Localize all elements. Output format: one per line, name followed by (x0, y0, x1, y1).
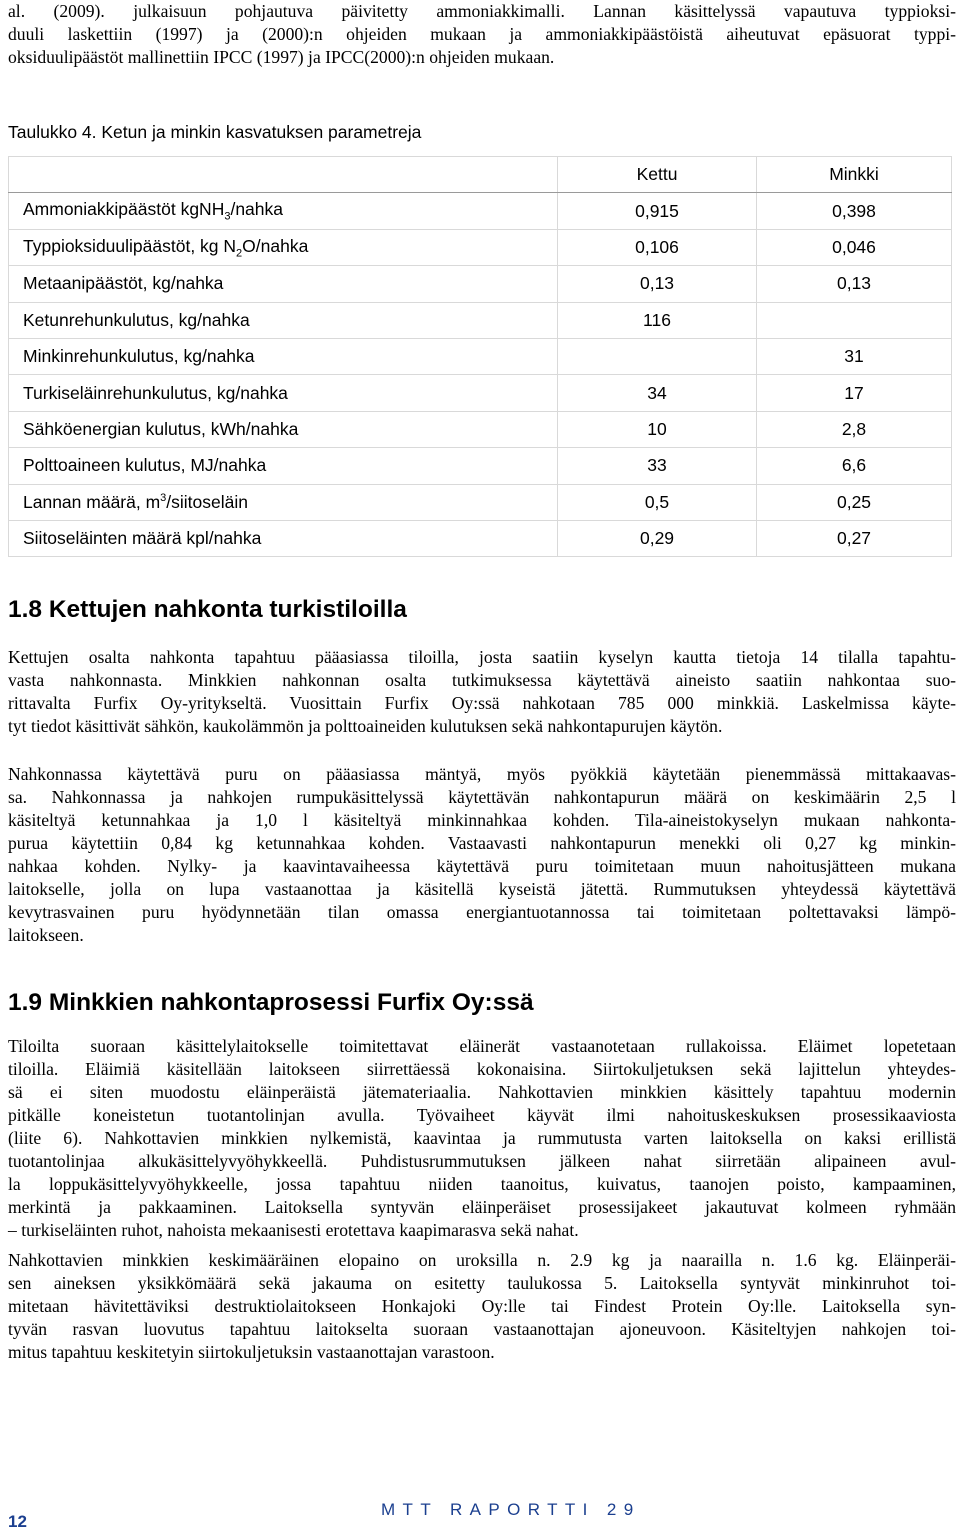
paragraph-line: tuotantolinjaa alkukäsittelyvyöhykkeellä. Puhdistusrummutuksen jälkeen nahat siirretään alipaineen avul- (8, 1151, 956, 1171)
row-label-suffix: O/nahka (242, 235, 309, 256)
cell-kettu: 33 (558, 448, 757, 484)
row-label-text: Metaanipäästöt, kg/nahka (23, 273, 224, 294)
table-row (9, 338, 952, 374)
table-row (9, 411, 952, 447)
cell-minkki: 0,25 (757, 484, 952, 520)
paragraph-line: nahkaa kohden. Nylky- ja kaavintavaiheessa käytettävä puru toimitetaan muun nahoitusjätteen mukana (8, 856, 956, 876)
cell-minkki: 0,13 (757, 266, 952, 302)
row-label (9, 338, 558, 374)
row-label (9, 193, 558, 229)
paragraph-line: käsiteltyä ketunnahkaa ja 1,0 l käsiteltyä minkinnahkaa kohden. Tila-aineistokyselyn mukaan nahkonta- (8, 810, 956, 830)
paragraph-line: purua käytettiin 0,84 kg ketunnahkaa kohden. Vastaavasti nahkontapurun menekki oli 0,27 kg minkin- (8, 833, 956, 853)
cell-minkki: 31 (757, 338, 952, 374)
table-row (9, 266, 952, 302)
cell-kettu: 10 (558, 411, 757, 447)
footer-series-title: MTT RAPORTTI 29 (381, 1500, 641, 1519)
section-1-8-paragraph-2 (8, 763, 956, 947)
paragraph-line: rittavalta Furfix Oy-yritykseltä. Vuosittain Furfix Oy:ssä nahkotaan 785 000 minkkiä. Laskelmissa käyte- (8, 693, 956, 713)
section-1-9-paragraph-2 (8, 1249, 956, 1364)
cell-kettu: 0,106 (558, 229, 757, 265)
row-label (9, 375, 558, 411)
table-row (9, 448, 952, 484)
paragraph-line: mitetaan hävitettäviksi destruktiolaitokseen Honkajoki Oy:lle tai Findest Protein Oy:lle. Laitoksella syn- (8, 1296, 956, 1316)
row-label-text: Polttoaineen kulutus, MJ/nahka (23, 455, 267, 476)
paragraph-line: mitus tapahtuu keskitetyin siirtokuljetuksin vastaanottajan varastoon. (8, 1342, 495, 1362)
row-label (9, 411, 558, 447)
cell-kettu: 0,5 (558, 484, 757, 520)
row-label-text: Ketunrehunkulutus, kg/nahka (23, 309, 250, 330)
paragraph-line: (liite 6). Nahkottavien minkkien nylkemistä, kaavintaa ja rummutusta varten laitoksella on kaksi erillistä (8, 1128, 956, 1148)
cell-kettu: 116 (558, 302, 757, 338)
cell-minkki: 0,046 (757, 229, 952, 265)
paragraph-line: tyt tiedot käsittivät sähkön, kaukolämmön ja polttoaineiden kulutuksen sekä nahkontapurujen käytön. (8, 716, 723, 736)
cell-minkki: 6,6 (757, 448, 952, 484)
cell-kettu: 34 (558, 375, 757, 411)
column-header-kettu: Kettu (558, 157, 757, 193)
table-caption: Taulukko 4. Ketun ja minkin kasvatuksen parametreja (8, 122, 422, 142)
paragraph-line: Nahkottavien minkkien keskimääräinen elopaino on uroksilla n. 2.9 kg ja naarailla n. 1.6 kg. Eläinperäi- (8, 1250, 956, 1270)
table-header-row (9, 157, 952, 193)
row-label (9, 266, 558, 302)
row-label-text: Minkinrehunkulutus, kg/nahka (23, 346, 255, 367)
section-1-9-paragraph-1 (8, 1035, 956, 1242)
paragraph-line: Tiloilta suoraan käsittelylaitokselle toimitettavat eläinerät vastaanotetaan rullakoissa. Eläimet lopetetaan (8, 1036, 956, 1056)
parameter-table (8, 156, 952, 557)
row-label-subscript: 3 (224, 210, 231, 223)
cell-kettu: 0,13 (558, 266, 757, 302)
cell-kettu: 0,29 (558, 520, 757, 556)
row-label-text: Lannan määrä, m (23, 491, 161, 512)
row-label (9, 448, 558, 484)
row-label-text: Sähköenergian kulutus, kWh/nahka (23, 418, 299, 439)
page-number: 12 (8, 1512, 27, 1531)
column-header-minkki: Minkki (757, 157, 952, 193)
table-header-blank (9, 157, 558, 193)
row-label (9, 520, 558, 556)
paragraph-line: tyvän rasvan luovutus tapahtuu laitokselta suoraan vastaanottajan ajoneuvoon. Käsiteltyjen nahkojen toi- (8, 1319, 956, 1339)
paragraph-line: merkintä ja pakkaaminen. Laitoksella syntyvän eläinperäiset prosessijakeet jakautuvat kolmeen ryhmään (8, 1197, 956, 1217)
intro-paragraph (8, 0, 956, 69)
row-label-suffix: /siitoseläin (166, 491, 249, 512)
paragraph-line: pitkälle koneistetun tuotantolinjan avulla. Työvaiheet käyvät ilmi nahoituskeskuksen prosessikaaviosta (8, 1105, 956, 1125)
row-label (9, 302, 558, 338)
row-label-suffix: /nahka (230, 199, 283, 220)
paragraph-line: – turkiseläinten ruhot, nahoista mekaanisesti erotettava kaapimarasva sekä nahat. (8, 1220, 579, 1240)
row-label-text: Ammoniakkipäästöt kgNH (23, 199, 225, 220)
table-row (9, 193, 952, 229)
paragraph-line: laitokseen. (8, 925, 84, 945)
table-row (9, 520, 952, 556)
row-label-superscript: 3 (160, 491, 167, 504)
section-1-8-paragraph-1 (8, 646, 956, 738)
cell-minkki: 17 (757, 375, 952, 411)
table-row (9, 302, 952, 338)
row-label-text: Turkiseläinrehunkulutus, kg/nahka (23, 382, 288, 403)
paragraph-line: duuli laskettiin (1997) ja (2000):n ohjeiden mukaan ja ammoniakkipäästöistä aiheutuvat epäsuorat typpi- (8, 24, 956, 44)
cell-minkki: 0,27 (757, 520, 952, 556)
section-heading-1-8: 1.8 Kettujen nahkonta turkistiloilla (8, 596, 407, 623)
paragraph-line: kevytrasvainen puru hyödynnetään tilan omassa energiantuotannossa tai toimitetaan poltettavaksi lämpö- (8, 902, 956, 922)
row-label (9, 484, 558, 520)
cell-minkki: 0,398 (757, 193, 952, 229)
paragraph-line: sa. Nahkonnassa ja nahkojen rumpukäsittelyssä käytettävän nahkontapurun määrä on keskimäärin 2,5 l (8, 787, 956, 807)
paragraph-line: laitokselle, jolla on lupa vastaanottaa ja käsitellä kyseistä jätettä. Rummutuksen yhteydessä käytettävä (8, 879, 956, 899)
paragraph-line: oksiduulipäästöt mallinettiin IPCC (1997) ja IPCC(2000):n ohjeiden mukaan. (8, 47, 555, 67)
paragraph-line: tiloilla. Eläimiä käsitellään laitokseen siirrettäessä kokonaisina. Siirtokuljetuksen sekä lajittelun yhteydes- (8, 1059, 956, 1079)
table-row (9, 484, 952, 520)
cell-kettu: 0,915 (558, 193, 757, 229)
paragraph-line: sen aineksen yksikkömäärä sekä jakauma on esitetty taulukossa 5. Laitoksella syntyvät minkinruhot toi- (8, 1273, 956, 1293)
paragraph-line: sä ei siten muodostu eläinperäistä jätemateriaalia. Nahkottavien minkkien käsittely tapahtuu modernin (8, 1082, 956, 1102)
paragraph-line: Nahkonnassa käytettävä puru on pääasiassa mäntyä, myös pyökkiä käytetään pienemmässä mittakaavas- (8, 764, 956, 784)
paragraph-line: Kettujen osalta nahkonta tapahtuu pääasiassa tiloilla, josta saatiin kyselyn kautta tietoja 14 tilalla tapahtu- (8, 647, 956, 667)
cell-kettu (558, 338, 757, 374)
row-label-text: Siitoseläinten määrä kpl/nahka (23, 528, 262, 549)
row-label-text: Typpioksiduulipäästöt, kg N (23, 235, 237, 256)
paragraph-line: al. (2009). julkaisuun pohjautuva päivitetty ammoniakkimalli. Lannan käsittelyssä vapautuva typpioksi- (8, 1, 956, 21)
row-label-subscript: 2 (236, 247, 243, 260)
table-row (9, 229, 952, 265)
section-heading-1-9: 1.9 Minkkien nahkontaprosessi Furfix Oy:ssä (8, 989, 534, 1016)
paragraph-line: vasta nahkonnasta. Minkkien nahkonnan osalta tutkimuksessa käytettävä aineisto saatiin nahkontaa suo- (8, 670, 956, 690)
row-label (9, 229, 558, 265)
cell-minkki: 2,8 (757, 411, 952, 447)
paragraph-line: la loppukäsittelyvyöhykkeelle, jossa tapahtuu niiden taanoitus, kuivatus, taanojen poisto, kampaaminen, (8, 1174, 956, 1194)
table-row (9, 375, 952, 411)
cell-minkki (757, 302, 952, 338)
